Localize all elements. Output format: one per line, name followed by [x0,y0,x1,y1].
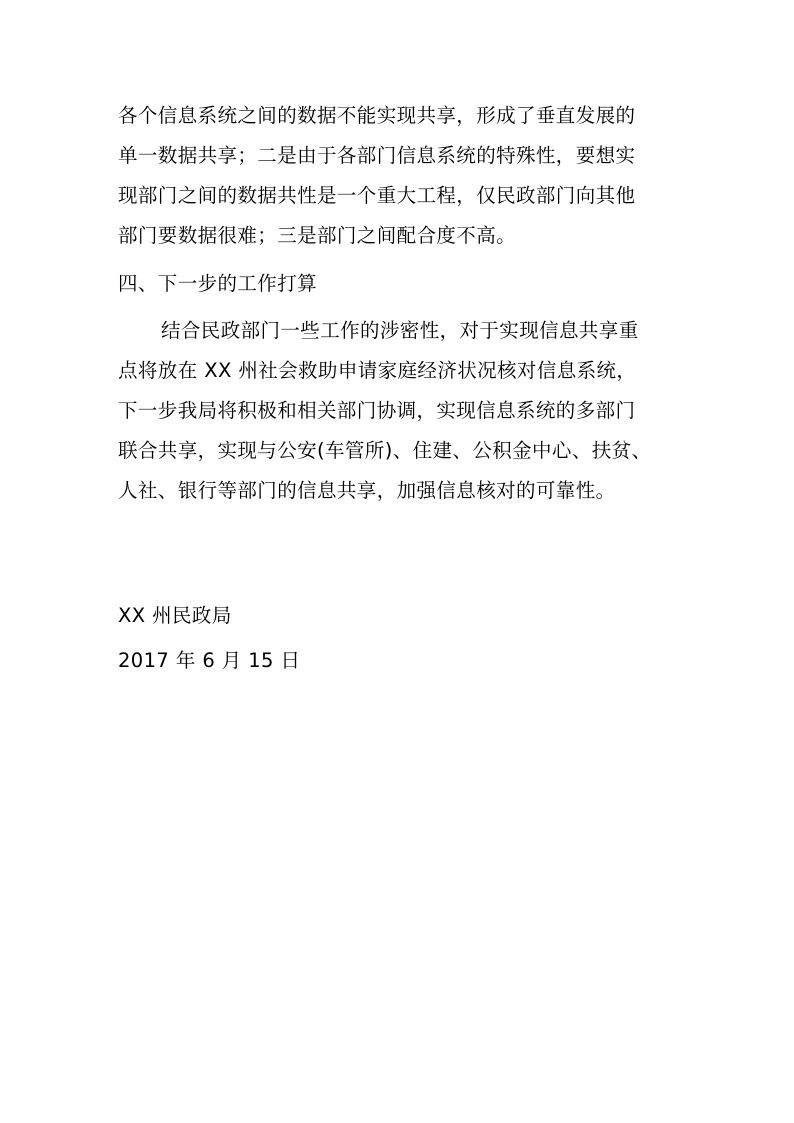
section-heading: 四、下一步的工作打算 [118,272,318,295]
paragraph-line-1: 结合民政部门一些工作的涉密性，对于实现信息共享重 [161,319,639,342]
paragraph-line-3: 下一步我局将积极和相关部门协调，实现信息系统的多部门 [118,399,636,422]
body-line-4: 部门要数据很难；三是部门之间配合度不高。 [118,224,517,247]
signature-organization: XX 州民政局 [118,604,232,627]
paragraph-line-4: 联合共享，实现与公安(车管所)、住建、公积金中心、扶贫、 [118,439,652,462]
body-line-2: 单一数据共享；二是由于各部门信息系统的特殊性，要想实 [118,144,636,167]
body-line-1: 各个信息系统之间的数据不能实现共享，形成了垂直发展的 [118,104,636,127]
paragraph-line-5: 人社、银行等部门的信息共享，加强信息核对的可靠性。 [118,479,616,502]
signature-date: 2017 年 6 月 15 日 [118,649,301,672]
paragraph-line-2: 点将放在 XX 州社会救助申请家庭经济状况核对信息系统， [118,359,637,382]
body-line-3: 现部门之间的数据共性是一个重大工程，仅民政部门向其他 [118,184,636,207]
